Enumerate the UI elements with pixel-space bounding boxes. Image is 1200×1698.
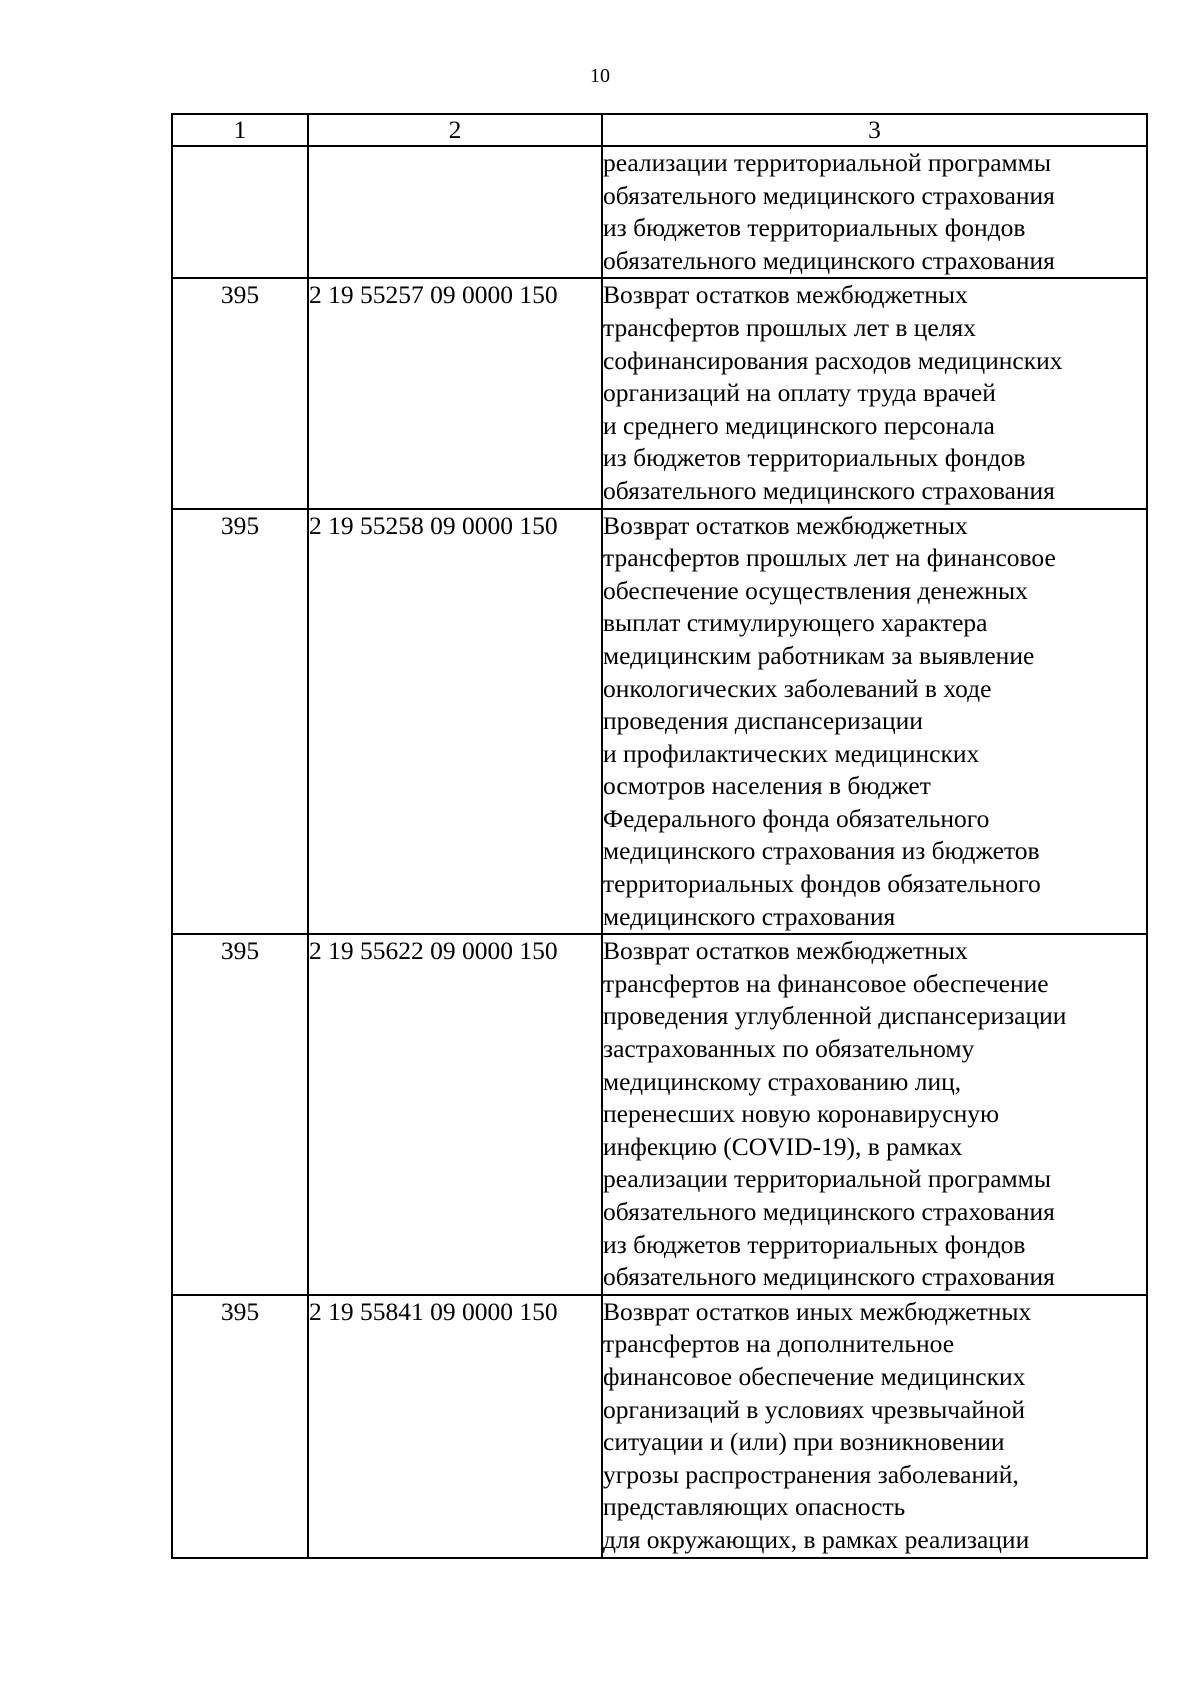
description-cell bbox=[602, 146, 1147, 278]
description-line: обязательного медицинского страхования bbox=[603, 1197, 1055, 1226]
description-line: из бюджетов территориальных фондов bbox=[603, 443, 1026, 473]
description-line: проведения углубленной диспансеризации bbox=[603, 1001, 1067, 1031]
description-line: перенесших новую коронавирусную bbox=[603, 1099, 1000, 1129]
budget-codes-table bbox=[171, 113, 1148, 1559]
kbk-code-cell: 2 19 55257 09 0000 150 bbox=[308, 278, 602, 508]
description-line: Федерального фонда обязательного bbox=[603, 803, 990, 833]
description-line: онкологических заболеваний в ходе bbox=[603, 673, 992, 703]
table-row bbox=[172, 146, 1147, 278]
table-row bbox=[172, 278, 1147, 508]
admin-code-cell: 395 bbox=[172, 934, 308, 1295]
description-cell bbox=[602, 509, 1147, 935]
description-line: Возврат остатков межбюджетных bbox=[603, 936, 968, 966]
admin-code-cell: 395 bbox=[172, 278, 308, 508]
description-line: Возврат остатков межбюджетных bbox=[603, 280, 968, 310]
description-line: обязательного медицинского страхования bbox=[603, 475, 1055, 505]
kbk-code-cell: 2 19 55258 09 0000 150 bbox=[308, 509, 602, 935]
description-line: трансфертов прошлых лет в целях bbox=[603, 312, 976, 342]
description-line: проведения диспансеризации bbox=[603, 706, 923, 736]
description-line: трансфертов на финансовое обеспечение bbox=[603, 968, 1049, 998]
description-cell bbox=[602, 934, 1147, 1295]
admin-code-cell bbox=[172, 146, 308, 278]
description-line: обеспечение осуществления денежных bbox=[603, 575, 1028, 605]
description-line: ситуации и (или) при возникновении bbox=[603, 1427, 1005, 1457]
description-line: обязательного медицинского страхования bbox=[603, 245, 1055, 275]
description-line: территориальных фондов обязательного bbox=[603, 869, 1041, 899]
description-line: медицинскому страхованию лиц, bbox=[603, 1066, 962, 1096]
admin-code-cell: 395 bbox=[172, 1295, 308, 1558]
description-line: обязательного медицинского страхования bbox=[603, 1262, 1055, 1292]
column-header-1: 1 bbox=[172, 114, 308, 146]
description-line: медицинского страхования из бюджетов bbox=[603, 836, 1040, 866]
page-number: 10 bbox=[590, 65, 610, 87]
description-line: осмотров населения в бюджет bbox=[603, 771, 931, 801]
description-line: выплат стимулирующего характера bbox=[603, 608, 988, 638]
kbk-code-cell bbox=[308, 146, 602, 278]
description-line: медицинского страхования bbox=[603, 901, 896, 931]
description-line: финансовое обеспечение медицинских bbox=[603, 1361, 1026, 1391]
description-line: Возврат остатков иных межбюджетных bbox=[603, 1296, 1032, 1326]
table-row bbox=[172, 1295, 1147, 1558]
description-line: из бюджетов территориальных фондов bbox=[603, 1229, 1026, 1259]
description-line: застрахованных по обязательному bbox=[603, 1034, 975, 1064]
description-line: представляющих опасность bbox=[603, 1492, 906, 1522]
admin-code-cell: 395 bbox=[172, 509, 308, 935]
table-row bbox=[172, 509, 1147, 935]
kbk-code-cell: 2 19 55841 09 0000 150 bbox=[308, 1295, 602, 1558]
description-line: Возврат остатков межбюджетных bbox=[603, 510, 968, 540]
description-line: для окружающих, в рамках реализации bbox=[603, 1524, 1030, 1554]
description-line: трансфертов на дополнительное bbox=[603, 1329, 955, 1359]
description-line: и профилактических медицинских bbox=[603, 738, 980, 768]
description-line: и среднего медицинского персонала bbox=[603, 410, 995, 440]
description-line: медицинским работникам за выявление bbox=[603, 640, 1035, 670]
description-line: обязательного медицинского страхования bbox=[603, 180, 1055, 210]
description-cell bbox=[602, 278, 1147, 508]
description-line: инфекцию (COVID-19), в рамках bbox=[603, 1131, 963, 1161]
description-line: софинансирования расходов медицинских bbox=[603, 345, 1063, 375]
table-header-row bbox=[172, 114, 1147, 146]
description-cell bbox=[602, 1295, 1147, 1558]
description-line: реализации территориальной программы bbox=[603, 148, 1051, 177]
description-line: организаций в условиях чрезвычайной bbox=[603, 1394, 1026, 1424]
description-line: реализации территориальной программы bbox=[603, 1164, 1051, 1194]
description-line: трансфертов прошлых лет на финансовое bbox=[603, 543, 1056, 573]
kbk-code-cell: 2 19 55622 09 0000 150 bbox=[308, 934, 602, 1295]
table-row bbox=[172, 934, 1147, 1295]
column-header-2: 2 bbox=[308, 114, 602, 146]
description-line: из бюджетов территориальных фондов bbox=[603, 213, 1026, 243]
description-line: угрозы распространения заболеваний, bbox=[603, 1459, 1019, 1489]
column-header-3: 3 bbox=[602, 114, 1147, 146]
description-line: организаций на оплату труда врачей bbox=[603, 378, 996, 408]
